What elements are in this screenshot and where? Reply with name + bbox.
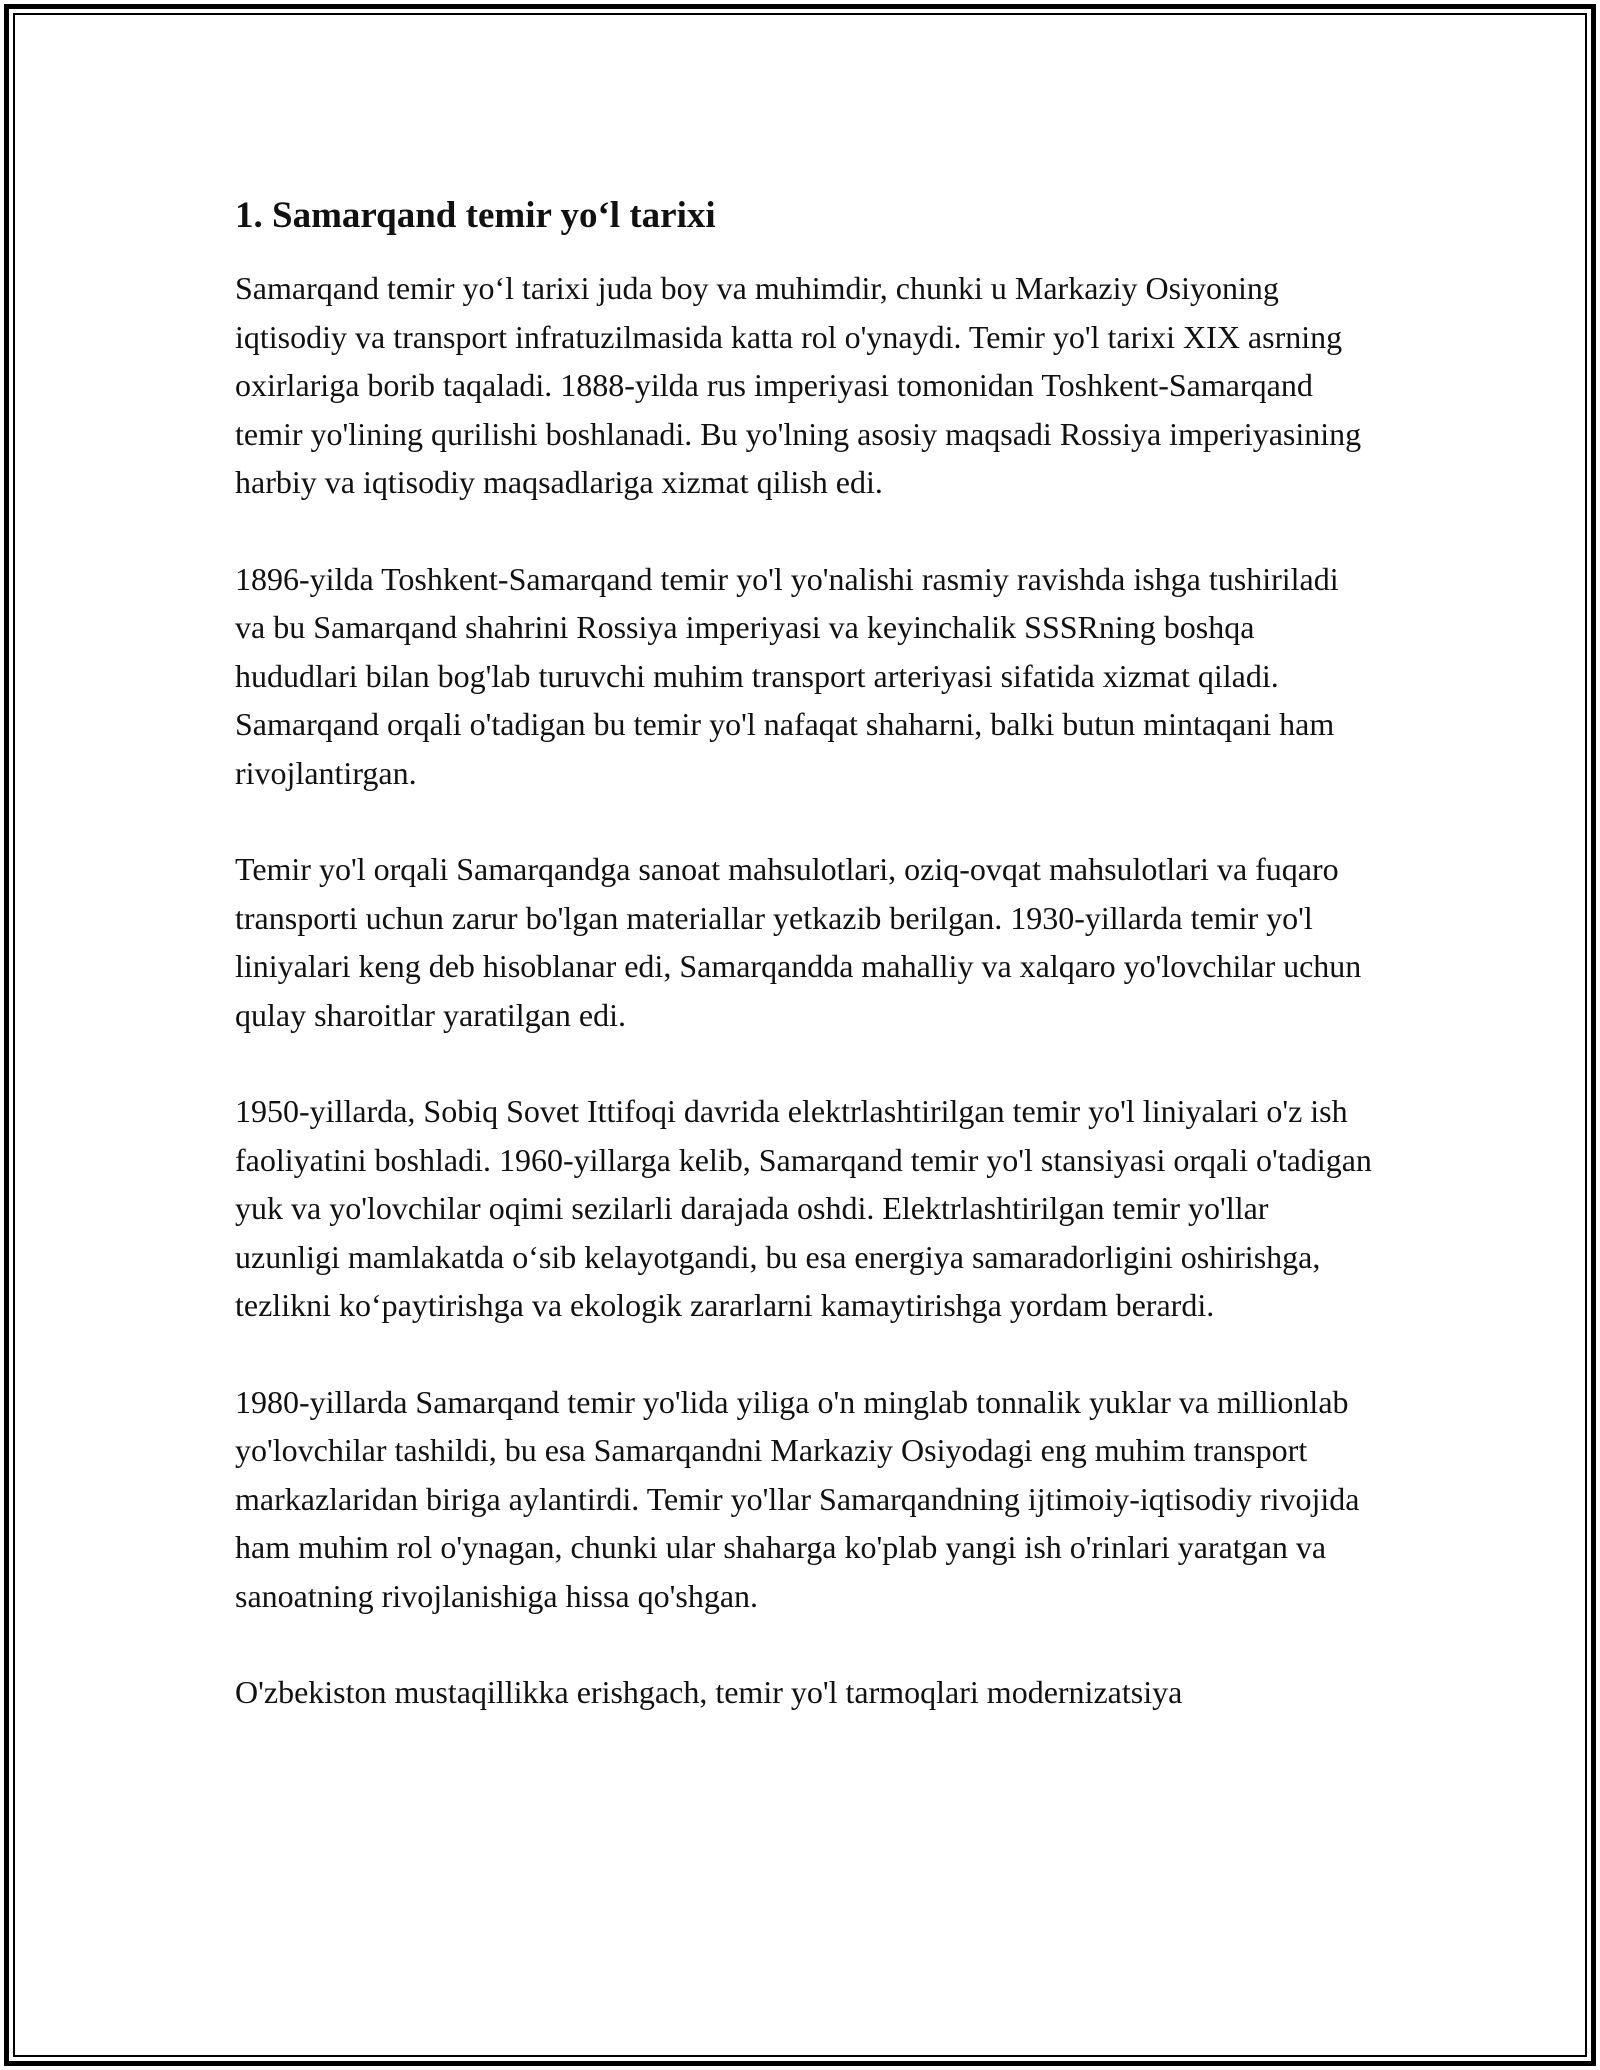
paragraph-2: 1896-yilda Toshkent-Samarqand temir yo'l yo'nalishi rasmiy ravishda ishga tushiriladi va bu Samarqand shahrini Rossiya imperiyasi va keyinchalik SSSRning boshqa hududlari bilan bog'lab turuvchi muhim transport arteriyasi sifatida xizmat qiladi. Samarqand orqali o'tadigan bu temir yo'l nafaqat shaharni, balki butun mintaqani ham rivojlantirgan. (235, 560, 1339, 791)
paragraph-4: 1950-yillarda, Sobiq Sovet Ittifoqi davrida elektrlashtirilgan temir yo'l liniyalari o'z ish faoliyatini boshladi. 1960-yillarga kelib, Samarqand temir yo'l stansiyasi orqali o'tadigan yuk va yo'lovchilar oqimi sezilarli darajada oshdi. Elektrlashtirilgan temir yo'llar uzunligi mamlakatda o‘sib kelayotgandi, bu esa energiya samaradorligini oshirishga, tezlikni ko‘paytirishga va ekologik zararlarni kamaytirishga yordam berardi. (235, 1093, 1372, 1323)
paragraph-3: Temir yo'l orqali Samarqandga sanoat mahsulotlari, oziq-ovqat mahsulotlari va fuqaro transporti uchun zarur bo'lgan materiallar yetkazib berilgan. 1930-yillarda temir yo'l liniyalari keng deb hisoblanar edi, Samarqandda mahalliy va xalqaro yo'lovchilar uchun qulay sharoitlar yaratilgan edi. (235, 851, 1362, 1033)
document-body (235, 186, 1375, 1765)
paragraph-6: O'zbekiston mustaqillikka erishgach, temir yo'l tarmoqlari modernizatsiya (235, 1674, 1183, 1710)
paragraph-1: Samarqand temir yo‘l tarixi juda boy va muhimdir, chunki u Markaziy Osiyoning iqtisodiy va transport infratuzilmasida katta rol o'ynaydi. Temir yo'l tarixi XIX asrning oxirlariga borib taqaladi. 1888-yilda rus imperiyasi tomonidan Toshkent-Samarqand temir yo'lining qurilishi boshlanadi. Bu yo'lning asosiy maqsadi Rossiya imperiyasining harbiy va iqtisodiy maqsadlariga xizmat qilish edi. (235, 270, 1362, 500)
paragraph-5: 1980-yillarda Samarqand temir yo'lida yiliga o'n minglab tonnalik yuklar va millionlab yo'lovchilar tashildi, bu esa Samarqandni Markaziy Osiyodagi eng muhim transport markazlaridan biriga aylantirdi. Temir yo'llar Samarqandning ijtimoiy-iqtisodiy rivojida ham muhim rol o'ynagan, chunki ular shaharga ko'plab yangi ish o'rinlari yaratgan va sanoatning rivojlanishiga hissa qo'shgan. (235, 1383, 1360, 1614)
section-heading: 1. Samarqand temir yo‘l tarixi (235, 195, 716, 236)
